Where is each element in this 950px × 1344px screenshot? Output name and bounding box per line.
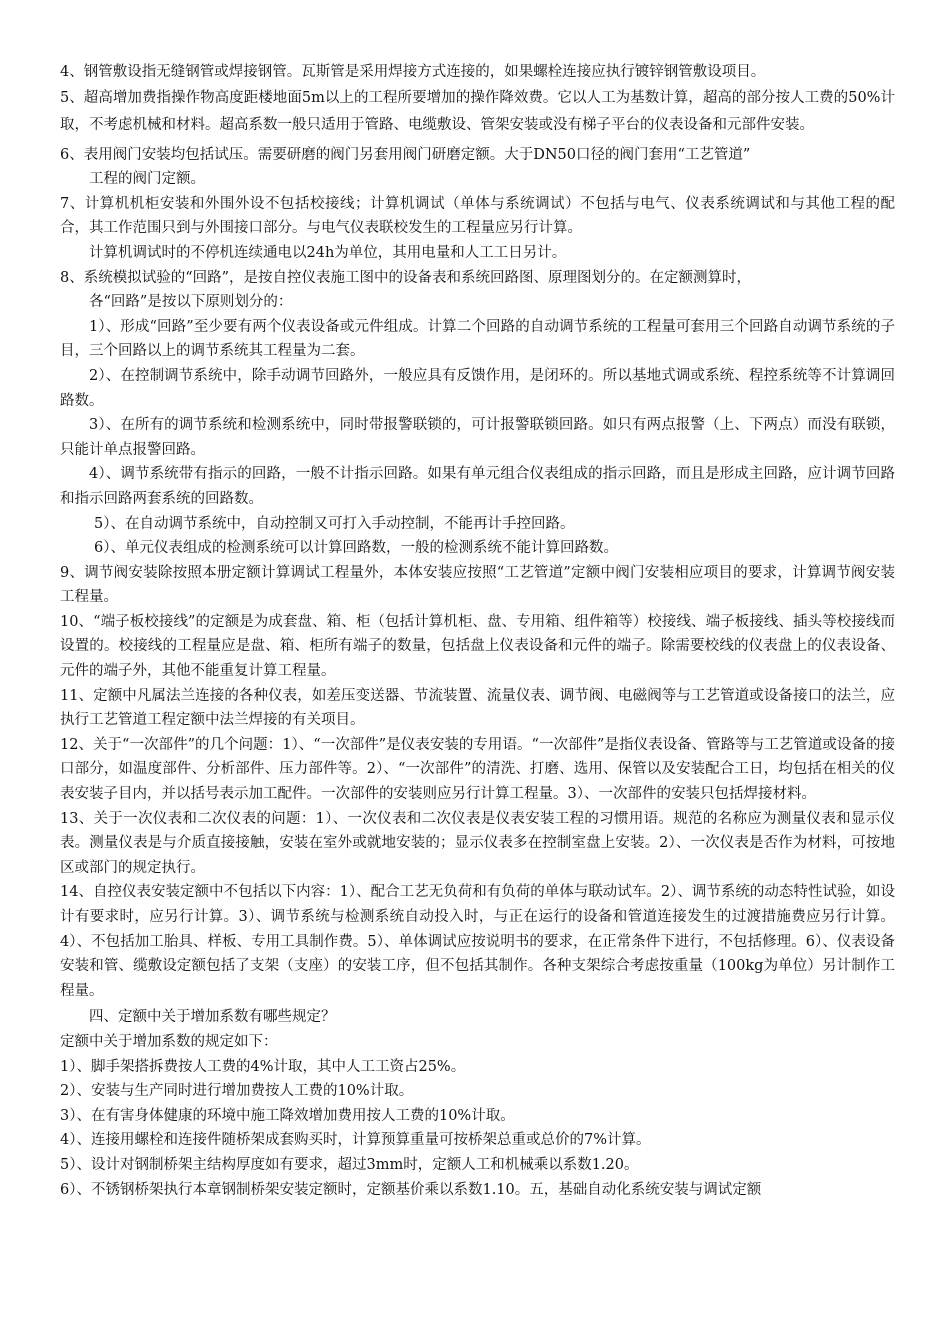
paragraph-item-7-cont: 计算机调试时的不停机连续通电以24h为单位，其用电量和人工工日另计。 [89, 244, 567, 261]
paragraph-item-8-cont: 各“回路”是按以下原则划分的： [89, 294, 293, 311]
sub-item-3: 3）、在所有的调节系统和检测系统中，同时带报警联锁的，可计报警联锁回路。如只有两点报警（上、下两点）而没有联锁，只能计单点报警回路。 [60, 417, 895, 458]
paragraph-item-6-cont: 工程的阀门定额。 [89, 171, 205, 188]
section-heading-4: 四、定额中关于增加系数有哪些规定？ [89, 1009, 336, 1026]
paragraph-item-8: 8、系统模拟试验的“回路”，是按自控仪表施工图中的设备表和系统回路图、原理图划分的。在定额测算时， [60, 269, 752, 286]
sub-item-1: 1）、形成“回路”至少要有两个仪表设备或元件组成。计算二个回路的自动调节系统的工程量可套用三个回路自动调节系统的子目，三个回路以上的调节系统其工程量为二套。 [60, 318, 895, 360]
sub-item-2: 2）、在控制调节系统中，除手动调节回路外，一般应具有反馈作用，是闭环的。所以基地式调或系统、程控系统等不计算调回路数。 [60, 367, 895, 409]
sub-item-5: 5）、在自动调节系统中，自动控制又可打入手动控制，不能再计手控回路。 [94, 515, 575, 532]
coef-item-5: 5）、设计对钢制桥架主结构厚度如有要求，超过3mm时，定额人工和机械乘以系数1.20。 [60, 1156, 639, 1173]
sub-item-6: 6）、单元仪表组成的检测系统可以计算回路数，一般的检测系统不能计算回路数。 [94, 540, 618, 557]
coef-item-3: 3）、在有害身体健康的环境中施工降效增加费用按人工费的10%计取。 [60, 1107, 515, 1124]
section-intro: 定额中关于增加系数的规定如下： [60, 1033, 278, 1050]
paragraph-item-9: 9、调节阀安装除按照本册定额计算调试工程量外，本体安装应按照“工艺管道”定额中阀门安装相应项目的要求，计算调节阀安装工程量。 [60, 564, 895, 606]
coef-item-1: 1）、脚手架搭拆费按人工费的4%计取，其中人工工资占25%。 [60, 1058, 466, 1075]
coef-item-6: 6）、不锈钢桥架执行本章钢制桥架安装定额时，定额基价乘以系数1.10。五，基础自动化系统安装与调试定额 [60, 1181, 762, 1198]
document-page [60, 60, 895, 1202]
paragraph-item-11: 11、定额中凡属法兰连接的各种仪表，如差压变送器、节流装置、流量仪表、调节阀、电磁阀等与工艺管道或设备接口的法兰，应执行工艺管道工程定额中法兰焊接的有关项目。 [60, 687, 895, 729]
paragraph-item-7: 7、计算机机柜安装和外围外设不包括校接线；计算机调试（单体与系统调试）不包括与电气、仪表系统调试和与其他工程的配合，其工作范围只到与外围接口部分。与电气仪表联校发生的工程量应另行计算。 [60, 195, 895, 237]
coef-item-2: 2）、安装与生产同时进行增加费按人工费的10%计取。 [60, 1083, 414, 1100]
paragraph-item-6: 6、表用阀门安装均包括试压。需要研磨的阀门另套用阀门研磨定额。大于DN50口径的阀门套用“工艺管道” [60, 146, 751, 163]
sub-item-4: 4）、调节系统带有指示的回路，一般不计指示回路。如果有单元组合仪表组成的指示回路，而且是形成主回路，应计调节回路和指示回路两套系统的回路数。 [60, 466, 895, 507]
paragraph-item-12: 12、关于“一次部件”的几个问题：1）、“一次部件”是仪表安装的专用语。“一次部件”是指仪表设备、管路等与工艺管道或设备的接口部分，如温度部件、分析部件、压力部件等。2）、“一次部件”的清洗、打磨、选用、保管以及安装配合工日，均包括在相关的仪表安装子目内，并以括号表示加工配件。一次部件的安装则应另行计算工程量。3）、一次部件的安装只包括焊接材料。 [60, 736, 895, 803]
paragraph-item-10: 10、“端子板校接线”的定额是为成套盘、箱、柜（包括计算机柜、盘、专用箱、组件箱等）校接线、端子板接线、插头等校接线而设置的。校接线的工程量应是盘、箱、柜所有端子的数量，包括盘上仪表设备和元件的端子。除需要校线的仪表盘上的仪表设备、元件的端子外，其他不能重复计算工程量。 [60, 613, 895, 680]
paragraph-item-4: 4、钢管敷设指无缝钢管或焊接钢管。瓦斯管是采用焊接方式连接的，如果螺栓连接应执行镀锌钢管敷设项目。 [60, 64, 766, 80]
paragraph-item-5: 5、超高增加费指操作物高度距楼地面5m以上的工程所要增加的操作降效费。它以人工为基数计算，超高的部分按人工费的50%计取，不考虑机械和材料。超高系数一般只适用于管路、电缆敷设、管架安装或没有梯子平台的仪表设备和元部件安装。 [60, 89, 895, 133]
paragraph-item-14: 14、自控仪表安装定额中不包括以下内容：1）、配合工艺无负荷和有负荷的单体与联动试车。2）、调节系统的动态特性试验，如设计有要求时，应另行计算。3）、调节系统与检测系统自动投入时，与正在运行的设备和管道连接发生的过渡措施费应另行计算。4）、不包括加工胎具、样板、专用工具制作费。5）、单体调试应按说明书的要求，在正常条件下进行，不包括修理。6）、仪表设备安装和管、缆敷设定额包括了支架（支座）的安装工序，但不包括其制作。各种支架综合考虑按重量（100kg为单位）另计制作工程量。 [60, 884, 895, 999]
coef-item-4: 4）、连接用螺栓和连接件随桥架成套购买时，计算预算重量可按桥架总重或总价的7%计算。 [60, 1132, 651, 1149]
paragraph-item-13: 13、关于一次仪表和二次仪表的问题：1）、一次仪表和二次仪表是仪表安装工程的习惯用语。规范的名称应为测量仪表和显示仪表。测量仪表是与介质直接接触，安装在室外或就地安装的；显示仪表多在控制室盘上安装。2）、一次仪表是否作为材料，可按地区或部门的规定执行。 [60, 810, 895, 876]
